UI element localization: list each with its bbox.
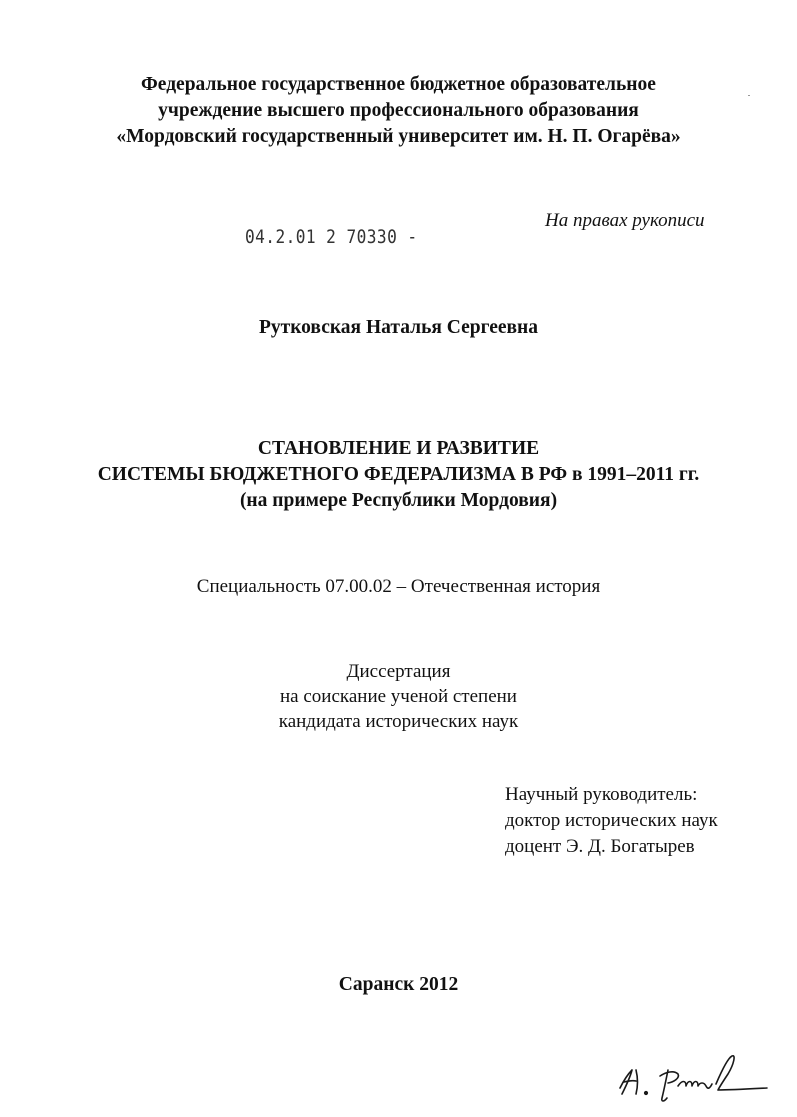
title-line: СИСТЕМЫ БЮДЖЕТНОГО ФЕДЕРАЛИЗМА В РФ в 1991–2011 гг. — [97, 464, 700, 485]
scan-speck — [748, 95, 750, 96]
supervisor-line: Научный руководитель: — [505, 784, 698, 805]
author-name: Рутковская Наталья Сергеевна — [258, 317, 539, 338]
institution-line: Федеральное государственное бюджетное образовательное — [141, 74, 656, 95]
supervisor-line: доктор исторических наук — [505, 810, 718, 831]
degree-line: кандидата исторических наук — [278, 711, 519, 732]
dissertation-title — [0, 436, 797, 514]
handwritten-signature — [612, 1050, 777, 1105]
institution-header — [0, 72, 797, 150]
specialty: Специальность 07.00.02 – Отечественная история — [196, 576, 601, 597]
supervisor-line: доцент Э. Д. Богатырев — [505, 836, 695, 857]
title-line: (на примере Республики Мордовия) — [239, 490, 558, 511]
institution-line: учреждение высшего профессионального образования — [158, 100, 639, 121]
city-year: Саранск 2012 — [338, 974, 459, 995]
institution-line: «Мордовский государственный университет им. Н. П. Огарёва» — [116, 126, 681, 147]
title-line: СТАНОВЛЕНИЕ И РАЗВИТИЕ — [257, 438, 540, 459]
registration-stamp-number: 04.2.01 2 70330 - — [245, 226, 418, 248]
degree-line: Диссертация — [346, 661, 451, 682]
rights-note: На правах рукописи — [545, 210, 705, 231]
degree-statement — [0, 659, 797, 734]
degree-line: на соискание ученой степени — [280, 686, 517, 707]
supervisor-block — [505, 782, 718, 860]
